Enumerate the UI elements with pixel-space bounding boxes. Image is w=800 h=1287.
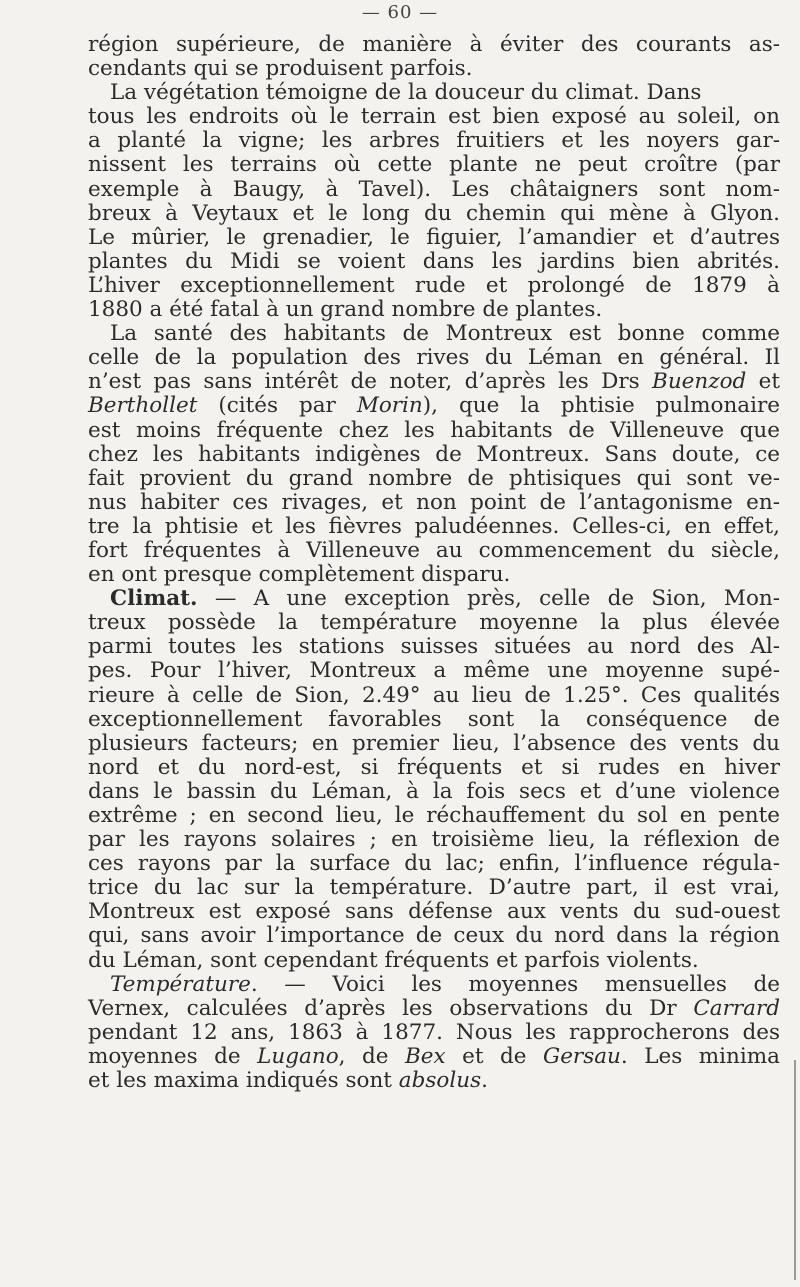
text-line xyxy=(88,611,780,635)
text-line xyxy=(88,515,780,539)
italic-text: Carrard xyxy=(693,995,780,1021)
text-run: 1880 a été fatal à un grand nombre de plantes. xyxy=(88,297,603,323)
text-line xyxy=(88,153,780,177)
text-line xyxy=(88,539,780,563)
text-run: chez les habitants indigènes de Montreux. Sans doute, ce xyxy=(88,441,780,467)
text-line xyxy=(88,852,780,876)
text-run: L’hiver exceptionnellement rude et prolongé de 1879 à xyxy=(88,272,780,298)
text-run: cendants qui se produisent parfois. xyxy=(88,56,473,82)
text-line xyxy=(88,732,780,756)
body-text xyxy=(88,33,780,1093)
text-run: — A une exception près, celle de Sion, Mon- xyxy=(197,586,780,612)
text-line xyxy=(88,1069,780,1093)
italic-text: Morin xyxy=(356,393,423,419)
text-run: La végétation témoigne de la douceur du climat. Dans xyxy=(110,80,702,106)
text-run: parmi toutes les stations suisses situées au nord des Al- xyxy=(88,634,780,660)
italic-text: Bex xyxy=(405,1043,446,1069)
text-line xyxy=(88,33,780,57)
text-line xyxy=(88,81,780,105)
text-run: . Les minima xyxy=(620,1043,780,1069)
text-run: Vernex, calculées d’après les observations du Dr xyxy=(88,995,694,1021)
text-run: ), que la phtisie pulmonaire xyxy=(422,393,780,419)
text-run: . xyxy=(481,1068,488,1094)
text-run: du Léman, sont cependant fréquents et parfois violents. xyxy=(88,947,699,973)
text-run: et xyxy=(746,369,781,395)
text-run: nord et du nord-est, si fréquents et si rudes en hiver xyxy=(88,754,780,780)
text-line xyxy=(88,587,780,611)
text-line xyxy=(88,226,780,250)
text-line xyxy=(88,274,780,298)
text-run: dans le bassin du Léman, à la fois secs et d’une violence xyxy=(88,778,780,804)
text-run: tous les endroits où le terrain est bien exposé au soleil, on xyxy=(88,104,780,130)
text-line xyxy=(88,708,780,732)
text-line xyxy=(88,202,780,226)
text-line xyxy=(88,322,780,346)
text-run: exemple à Baugy, à Tavel). Les châtaigners sont nom- xyxy=(88,176,780,202)
text-line xyxy=(88,370,780,394)
text-line xyxy=(88,346,780,370)
text-line xyxy=(88,491,780,515)
text-run: pendant 12 ans, 1863 à 1877. Nous les rapprocherons des xyxy=(88,1019,780,1045)
text-run: (cités par xyxy=(197,393,357,419)
text-line xyxy=(88,105,780,129)
text-run: n’est pas sans intérêt de noter, d’après les Drs xyxy=(88,369,653,395)
text-run: moyennes de xyxy=(88,1043,258,1069)
text-line xyxy=(88,563,780,587)
text-line xyxy=(88,1045,780,1069)
text-run: extrême ; en second lieu, le réchauffement du sol en pente xyxy=(88,803,780,828)
text-line xyxy=(88,756,780,780)
italic-text: Berthollet xyxy=(88,393,198,419)
text-run: région supérieure, de manière à éviter des courants as- xyxy=(88,32,780,57)
text-line xyxy=(88,635,780,659)
text-line xyxy=(88,949,780,973)
text-run: celle de la population des rives du Léman en général. Il xyxy=(88,345,780,371)
text-run: qui, sans avoir l’importance de ceux du nord dans la région xyxy=(88,923,780,949)
section-heading: Climat. xyxy=(110,586,198,612)
text-line xyxy=(88,828,780,852)
italic-text: absolus xyxy=(398,1068,482,1094)
text-line xyxy=(88,780,780,804)
text-run: Le mûrier, le grenadier, le figuier, l’amandier et d’autres xyxy=(88,224,780,250)
text-line xyxy=(88,129,780,153)
italic-text: Buenzod xyxy=(652,369,747,395)
text-line xyxy=(88,1021,780,1045)
text-run: trice du lac sur la température. D’autre part, il est vrai, xyxy=(88,875,780,901)
text-run: nus habiter ces rivages, et non point de l’antagonisme en- xyxy=(88,489,780,515)
text-line xyxy=(88,467,780,491)
text-run: et de xyxy=(445,1043,544,1069)
text-line xyxy=(88,178,780,202)
text-line xyxy=(88,684,780,708)
page-number: — 60 — xyxy=(361,2,439,23)
text-run: plantes du Midi se voient dans les jardins bien abrités. xyxy=(88,248,780,274)
text-line xyxy=(88,876,780,900)
text-run: tre la phtisie et les fièvres paludéennes. Celles-ci, en effet, xyxy=(88,513,780,539)
text-run: plusieurs facteurs; en premier lieu, l’absence des vents du xyxy=(88,730,780,756)
text-line xyxy=(88,659,780,683)
text-line xyxy=(88,394,780,418)
text-run: nissent les terrains où cette plante ne peut croître (par xyxy=(88,152,780,178)
text-run: pes. Pour l’hiver, Montreux a même une moyenne supé- xyxy=(88,658,780,684)
text-line xyxy=(88,57,780,81)
text-run: La santé des habitants de Montreux est bonne comme xyxy=(110,321,780,347)
text-run: rieure à celle de Sion, 2.49° au lieu de 1.25°. Ces qualités xyxy=(88,682,780,708)
text-run: a planté la vigne; les arbres fruitiers et les noyers gar- xyxy=(88,128,780,154)
text-line xyxy=(88,419,780,443)
text-line xyxy=(88,250,780,274)
text-run: est moins fréquente chez les habitants de Villeneuve que xyxy=(88,417,780,443)
text-run: par les rayons solaires ; en troisième lieu, la réflexion de xyxy=(88,827,780,853)
text-run: treux possède la température moyenne la plus élevée xyxy=(88,610,780,636)
text-run: . — Voici les moyennes mensuelles de xyxy=(250,971,780,997)
text-run: , de xyxy=(338,1043,405,1069)
text-line xyxy=(88,804,780,828)
text-line xyxy=(88,997,780,1021)
text-run: breux à Veytaux et le long du chemin qui mène à Glyon. xyxy=(88,200,780,226)
text-line xyxy=(88,924,780,948)
text-run: et les maxima indiqués sont xyxy=(88,1068,399,1094)
page-edge-shadow xyxy=(794,1060,796,1280)
italic-text: Température xyxy=(110,971,251,997)
italic-text: Gersau xyxy=(543,1043,621,1069)
text-run: fait provient du grand nombre de phtisiques qui sont ve- xyxy=(88,465,780,491)
text-line xyxy=(88,973,780,997)
text-run: en ont presque complètement disparu. xyxy=(88,562,511,588)
text-line xyxy=(88,900,780,924)
text-line xyxy=(88,443,780,467)
text-run: ces rayons par la surface du lac; enfin, l’influence régula- xyxy=(88,851,780,877)
italic-text: Lugano xyxy=(257,1043,339,1069)
text-line xyxy=(88,298,780,322)
text-run: fort fréquentes à Villeneuve au commencement du siècle, xyxy=(88,537,780,563)
text-run: exceptionnellement favorables sont la conséquence de xyxy=(88,706,780,732)
text-run: Montreux est exposé sans défense aux vents du sud-ouest xyxy=(88,899,780,925)
